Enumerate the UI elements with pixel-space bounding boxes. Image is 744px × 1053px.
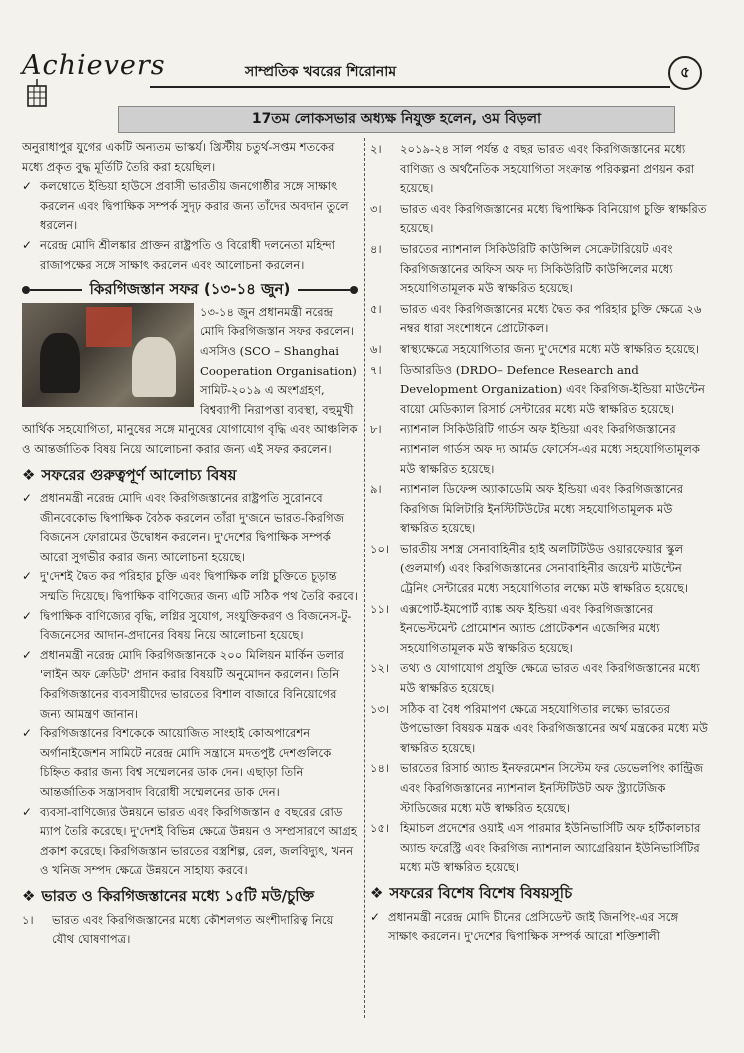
mou-item — [370, 759, 710, 818]
intro-bullet — [22, 177, 358, 236]
topics-heading — [22, 466, 358, 486]
topic-item — [22, 724, 358, 802]
heading-text: ভারত ও কিরগিজস্তানের মধ্যে ১৫টি মউ/চুক্তি — [41, 886, 315, 905]
diamond-icon: ❖ — [22, 465, 36, 484]
special-text: প্রধানমন্ত্রী নরেন্দ্র মোদি চীনের প্রেসিডেন্ট জাই জিনপিং-এর সঙ্গে সাক্ষাৎ করলেন। দু'দেশের দ্বিপাক্ষিক সম্পর্ক আরো শক্তিশালী — [388, 909, 679, 944]
check-icon: ✓ — [22, 179, 33, 194]
item-number: ২। — [370, 142, 382, 156]
page-number: ৫ — [668, 56, 702, 90]
check-icon: ✓ — [22, 804, 33, 819]
headline-banner: 17তম লোকসভার অধ্যক্ষ নিযুক্ত হলেন, ওম বিড়লা — [118, 106, 675, 133]
mou-item — [22, 911, 358, 950]
item-text: ভারতের রিসার্চ অ্যান্ড ইনফরমেশন সিস্টেম ফর ডেভেলপিং কান্ট্রিজ এবং কিরগিজস্তানের ন্যাশনাল ইনস্টিটিউট অফ স্ট্র্যাটেজিক স্টাডিজের মধ্যে মউ স্বাক্ষরিত হয়েছে। — [400, 761, 704, 815]
topic-text: দ্বিপাক্ষিক বাণিজ্যের বৃদ্ধি, লগ্নির সুযোগ, সংযুক্তিকরণ ও বিজনেস-টু-বিজনেসের আদান-প্রদানের বিষয় নিয়ে আলোচনা হয়েছে। — [40, 608, 352, 643]
heading-rule — [30, 289, 82, 291]
topic-text: ব্যবসা-বাণিজ্যের উন্নয়নে ভারত এবং কিরগিজস্তান ৫ বছরের রোড ম্যাপ তৈরি করেছে। দু'দেশই বিভিন্ন ক্ষেত্রে উন্নয়ন ও সম্প্রসারণে আগ্রহ প্রকাশ করেছে। কিরগিজস্তান ভারতের বস্ত্রশিল্প, রেল, জলবিদ্যুৎ, খনন ও খনিজ সম্পদ ক্ষেত্রে উন্নয়নে সাহায্য করবে। — [40, 804, 357, 878]
building-icon — [26, 78, 48, 108]
topic-text: কিরগিজস্তানের বিশকেকে আয়োজিত সাংহাই কোঅপারেশন অর্গানাইজেশন সামিটে নরেন্দ্র মোদি সন্ত্রাসে মদতপুষ্ট দেশগুলিকে চিহ্নিত করার জন্য বিশ্ব সম্মেলনের ডাক দেন। এছাড়া তিনি আন্তর্জাতিক সন্ত্রাসবাদ বিরোধী সম্মেলনের ডাক দেন। — [40, 726, 332, 799]
check-icon: ✓ — [22, 647, 33, 662]
item-number: ১২। — [370, 661, 390, 676]
item-number: ৭। — [370, 362, 382, 377]
item-number: ১৪। — [370, 761, 390, 776]
topic-item — [22, 646, 358, 724]
bullet-dot — [350, 286, 358, 294]
item-number: ৬। — [370, 341, 382, 356]
item-text: তথ্য ও যোগাযোগ প্রযুক্তি ক্ষেত্রে ভারত এবং কিরগিজস্তানের মধ্যে মউ স্বাক্ষরিত হয়েছে। — [400, 661, 700, 696]
heading-text: সফরের গুরুত্বপূর্ণ আলোচ্য বিষয় — [41, 465, 237, 484]
item-text: ২০১৯-২৪ সাল পর্যন্ত ৫ বছর ভারত এবং কিরগিজস্তানের মধ্যে বাণিজ্য ও অর্থনৈতিক সহযোগিতা সংক্রান্ত পরিকল্পনা প্রণয়ন করা হয়েছে। — [400, 142, 695, 196]
mou-item — [370, 600, 710, 659]
check-icon: ✓ — [22, 569, 33, 584]
photo-person — [132, 337, 176, 397]
item-text: ভারত এবং কিরগিজস্তানের মধ্যে দ্বিপাক্ষিক বিনিয়োগ চুক্তি স্বাক্ষরিত হয়েছে। — [400, 201, 707, 236]
running-header: সাম্প্রতিক খবরের শিরোনাম — [245, 64, 397, 80]
mou-item — [370, 200, 710, 239]
topic-text: প্রধানমন্ত্রী নরেন্দ্র মোদি কিরগিজস্তানকে ২০০ মিলিয়ন মার্কিন ডলার 'লাইন অফ ক্রেডিট' প্রদান করার বিষয়টি অনুমোদন করলেন। তিনি কিরগিজস্তানের ব্যবসায়ীদের ভারতের বিশাল বাজারে বিনিয়োগের জন্য আমন্ত্রণ জানান। — [40, 647, 344, 721]
item-text: স্বাস্থ্যক্ষেত্রে সহযোগিতার জন্য দু'দেশের মধ্যে মউ স্বাক্ষরিত হয়েছে। — [400, 341, 699, 356]
item-text: ন্যাশনাল সিকিউরিটি গার্ডস অফ ইন্ডিয়া এবং কিরগিজস্তানের ন্যাশনাল গার্ডস অফ দ্য আর্মড ফোর্সেস-এর মধ্যে সহযোগিতামূলক মউ স্বাক্ষরিত হয়েছে। — [400, 422, 701, 476]
mou-item — [370, 300, 710, 339]
item-text: সঠিক বা বৈধ পরিমাপণ ক্ষেত্রে সহযোগিতার লক্ষ্যে ভারতের উপভোক্তা বিষয়ক মন্ত্রক এবং কিরগিজস্তানের অর্থ মন্ত্রকের মধ্যে মউ স্বাক্ষরিত হয়েছে। — [400, 701, 708, 755]
special-item — [370, 908, 710, 947]
special-heading — [370, 884, 710, 904]
item-text: ভারত এবং কিরগিজস্তানের মধ্যে কৌশলগত অংশীদারিত্ব নিয়ে যৌথ ঘোষণাপত্র। — [52, 912, 334, 947]
check-icon: ✓ — [370, 909, 381, 924]
check-icon: ✓ — [22, 726, 33, 741]
item-text: ভারত এবং কিরগিজস্তানের মধ্যে দ্বৈত কর পরিহার চুক্তি ক্ষেত্রে ২৬ নম্বর ধারা সংশোধনে প্রোটোকল। — [400, 301, 702, 336]
mou-item — [370, 140, 710, 199]
topic-item — [22, 567, 358, 606]
bullet-text: নরেন্দ্র মোদি শ্রীলঙ্কার প্রাক্তন রাষ্ট্রপতি ও বিরোধী দলনেতা মহিন্দা রাজাপক্ষের সঙ্গে সাক্ষাৎ করলেন এবং আলোচনা করলেন। — [40, 237, 336, 272]
mou-heading — [22, 887, 358, 907]
item-number: ৮। — [370, 422, 382, 437]
trip-text: ১৩-১৪ জুন প্রধানমন্ত্রী নরেন্দ্র মোদি কিরগিজস্তান সফর করলেন। এসসিও (SCO – Shanghai Cooperation Organisation) সামিট-২০১৯ এ অংশগ্রহণ, বিশ্বব্যাপী নিরাপত্তা ব্যবস্থা, বহুমুখী আর্থিক সহযোগিতা, মানুষের সঙ্গে মানুষের যোগাযোগ বৃদ্ধি এবং আঞ্চলিক ও আন্তর্জাতিক বিষয় নিয়ে আলোচনা করার জন্য এই সফর করলেন। — [22, 304, 358, 456]
topic-item — [22, 607, 358, 646]
left-column — [22, 138, 358, 951]
mou-item — [370, 700, 710, 759]
topic-text: দু'দেশই দ্বৈত কর পরিহার চুক্তি এবং দ্বিপাক্ষিক লগ্নি চুক্তিতে চূড়ান্ত সম্মতি দিয়েছে। দ্বিপাক্ষিক বাণিজ্যের জন্য এটি সঠিক পথ তৈরি করবে। — [40, 569, 358, 604]
item-number: ৫। — [370, 301, 382, 316]
mou-item — [370, 819, 710, 878]
mou-item — [370, 480, 710, 539]
item-text: ন্যাশনাল ডিফেন্স অ্যাকাডেমি অফ ইন্ডিয়া এবং কিরগিজস্তানের কিরগিজ মিলিটারি ইনস্টিটিউটের মধ্যে সহযোগিতামূলক মউ স্বাক্ষরিত হয়েছে। — [400, 482, 684, 536]
item-number: ১। — [22, 912, 34, 927]
item-number: ৯। — [370, 482, 382, 497]
trip-title: কিরগিজস্তান সফর (১৩-১৪ জুন) — [89, 280, 291, 299]
mou-item — [370, 340, 710, 360]
column-divider — [364, 138, 365, 1018]
item-number: ১৫। — [370, 821, 390, 836]
mou-item — [370, 361, 710, 420]
diamond-icon: ❖ — [22, 886, 36, 905]
summit-photo — [22, 303, 194, 407]
check-icon: ✓ — [22, 491, 33, 506]
item-number: ১০। — [370, 541, 390, 556]
diamond-icon: ❖ — [370, 883, 384, 902]
item-text: ভারতীয় সশস্ত্র সেনাবাহিনীর হাই অলটিটিউড ওয়ারফেয়ার স্কুল (গুলমার্গ) এবং কিরগিজস্তানের সেনাবাহিনীর জয়েন্ট মাউন্টেন ট্রেনিং সেন্টারের মধ্যে সহযোগিতার লক্ষ্যে মউ স্বাক্ষরিত হয়েছে। — [400, 541, 689, 596]
item-text: হিমাচল প্রদেশের ওয়াই এস পারমার ইউনিভার্সিটি অফ হর্টিকালচার অ্যান্ড ফরেস্ট্রি এবং কিরগিজ ন্যাশনাল অ্যাগ্রেরিয়ান ইউনিভার্সিটির মধ্যে মউ স্বাক্ষরিত হয়েছে। — [400, 821, 701, 875]
heading-rule — [298, 289, 350, 291]
mou-item — [370, 240, 710, 299]
item-number: ৩। — [370, 201, 382, 216]
right-column — [370, 140, 710, 947]
check-icon: ✓ — [22, 608, 33, 623]
mou-item — [370, 420, 710, 479]
header-rule — [150, 86, 670, 88]
item-number: ৪। — [370, 241, 382, 256]
photo-flag — [86, 307, 132, 347]
publisher-logo: Achievers — [22, 50, 166, 81]
bullet-text: কলম্বোতে ইন্ডিয়া হাউসে প্রবাসী ভারতীয় জনগোষ্ঠীর সঙ্গে সাক্ষাৎ করলেন এবং দ্বিপাক্ষিক সম্পর্ক সুদৃঢ় করার জন্য তাঁদের অবদান তুলে ধরলেন। — [40, 179, 349, 233]
item-text: এক্সপোর্ট-ইমপোর্ট ব্যাঙ্ক অফ ইন্ডিয়া এবং কিরগিজস্তানের ইনভেস্টমেন্ট প্রোমোশন অ্যান্ড প্রোটেকশন এজেন্সির মধ্যে সহযোগিতামূলক মউ স্বাক্ষরিত হয়েছে। — [400, 601, 660, 655]
item-text: ভারতের ন্যাশনাল সিকিউরিটি কাউন্সিল সেক্রেটারিয়েট এবং কিরগিজস্তানের অফিস অফ দ্য সিকিউরিটি কাউন্সিলের মধ্যে সহযোগিতামূলক মউ স্বাক্ষরিত হয়েছে। — [400, 241, 673, 296]
check-icon: ✓ — [22, 237, 33, 252]
item-number: ১১। — [370, 601, 390, 616]
mou-item — [370, 540, 710, 599]
intro-bullet — [22, 236, 358, 275]
mou-item — [370, 659, 710, 698]
item-text: ডিআরডিও (DRDO– Defence Research and Development Organization) এবং কিরগিজ-ইন্ডিয়া মাউন্টেন বায়ো মেডিক্যাল রিসার্চ সেন্টারের মধ্যে মউ স্বাক্ষরিত হয়েছে। — [400, 362, 705, 416]
topic-item — [22, 489, 358, 567]
heading-text: সফরের বিশেষ বিশেষ বিষয়সূচি — [389, 883, 573, 902]
item-number: ১৩। — [370, 701, 390, 716]
bullet-dot — [22, 286, 30, 294]
topic-text: প্রধানমন্ত্রী নরেন্দ্র মোদি এবং কিরগিজস্তানের রাষ্ট্রপতি সুরোনবে জীনবেকোভ দ্বিপাক্ষিক বৈঠক করলেন তাঁরা দু'জনে ভারত-কিরগিজ বিজনেস ফোরামের উদ্বোধন করলেন। দু'দেশের দ্বিপাক্ষিক সম্পর্ক আরো সুগভীর করার জন্য আলোচনা হয়েছে। — [40, 491, 345, 564]
trip-paragraph — [22, 303, 358, 460]
intro-text: অনুরাধাপুর যুগের একটি অন্যতম ভাস্কর্য। খ্রিস্টীয় চতুর্থ-সপ্তম শতকের মধ্যে প্রকৃত বুদ্ধ মূর্তিটি তৈরি করা হয়েছিল। — [22, 140, 335, 174]
photo-person — [40, 333, 80, 393]
topic-item — [22, 803, 358, 881]
section-heading-kyrgyzstan-trip — [22, 280, 358, 300]
